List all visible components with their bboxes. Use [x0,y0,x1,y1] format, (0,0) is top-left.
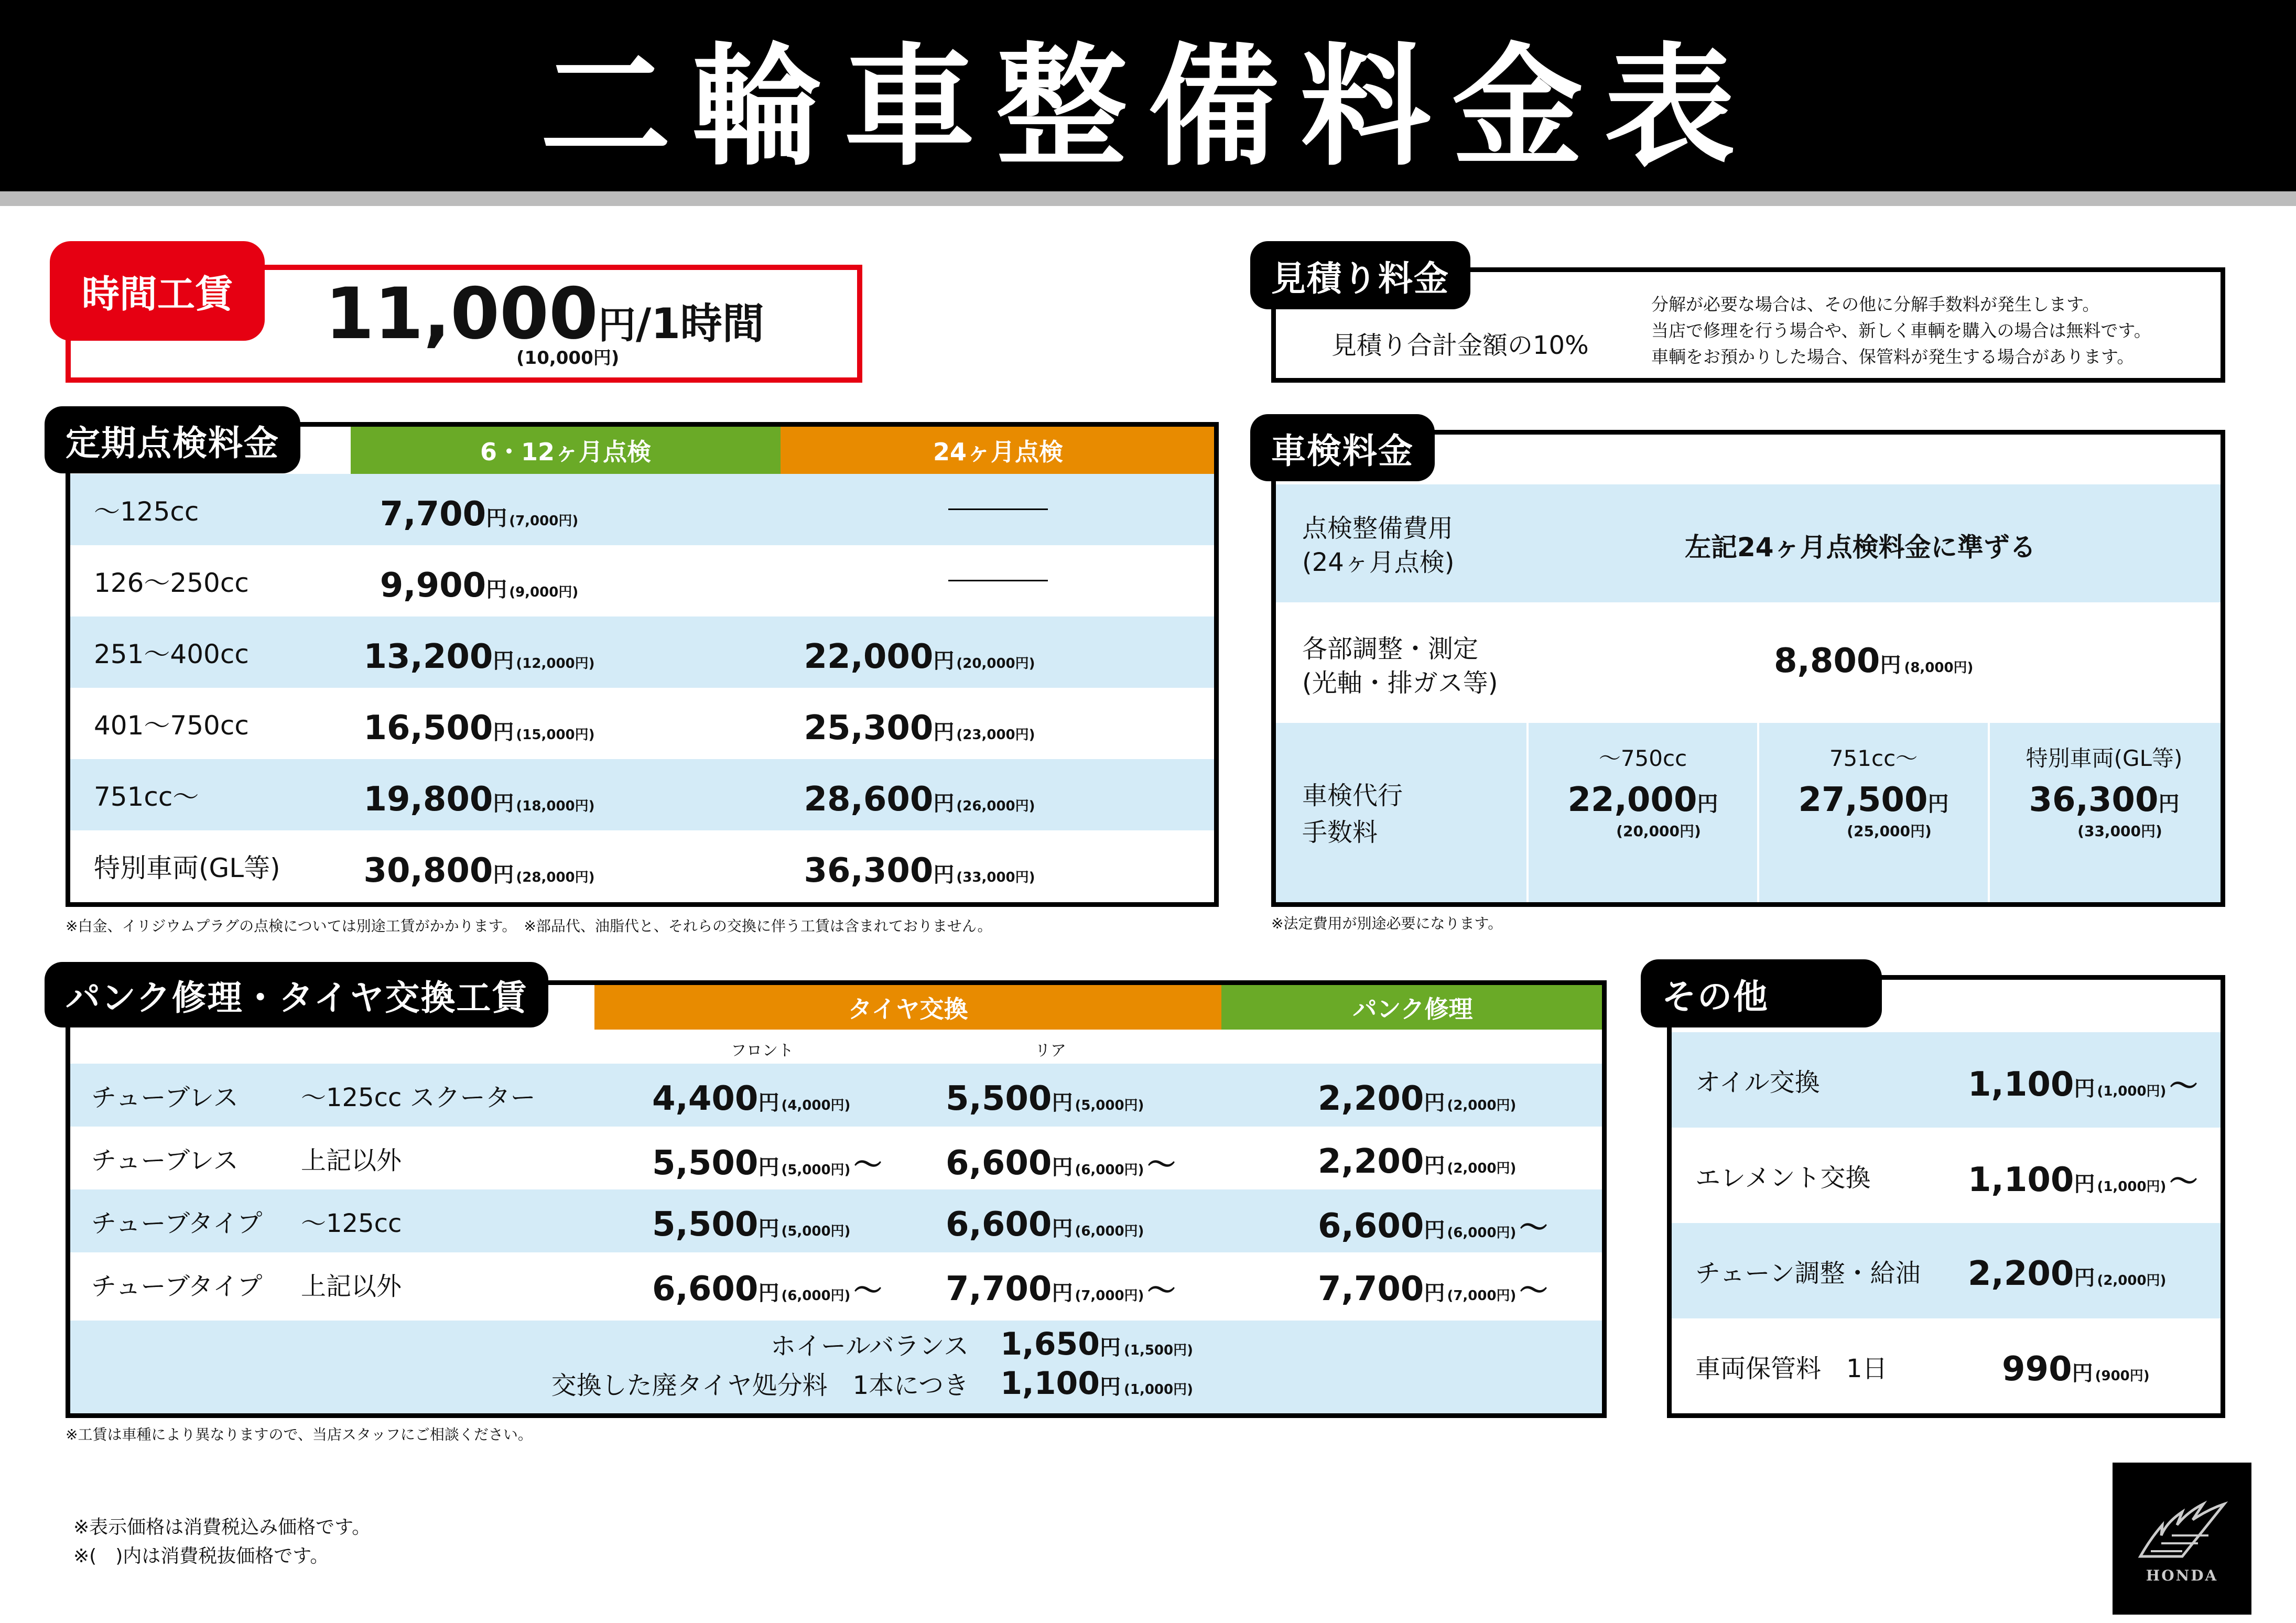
yen-unit: 円 [1424,1281,1445,1305]
other-row-name: オイル交換 [1695,1067,1820,1097]
yen-unit: 円 [758,1091,779,1115]
tire-rear-price: 7,700 [946,1270,1052,1308]
other-row-name: 車両保管料 1日 [1695,1354,1888,1383]
shaken-col-price: 27,500 [1798,781,1928,819]
periodic-6-12-price: 7,700 [380,495,486,534]
other-price: 1,100 [1968,1065,2074,1104]
puncture-price: 7,700 [1318,1270,1424,1308]
tire-front-price: 5,500 [652,1144,759,1183]
balance-price: 1,650 [1000,1326,1100,1362]
tire-rear-tax: (6,000円) [1075,1162,1144,1178]
tire-note: ※工賃は車種により異なりますので、当店スタッフにご相談ください。 [66,1426,533,1443]
yen-unit: 円 [758,1155,779,1180]
puncture-tax: (2,000円) [1447,1098,1517,1113]
tire-row-type: チューブレス [91,1083,239,1112]
yen-unit: 円 [2072,1361,2093,1386]
shaken-col-head: 751cc〜 [1829,745,1918,771]
shaken-col-price-line [1759,781,1988,819]
periodic-row-name: 751cc〜 [94,782,199,812]
shaken-col-tax: (33,000円) [2077,823,2162,840]
tire-front-price: 5,500 [652,1205,759,1244]
yen-unit: 円 [2074,1172,2095,1196]
tire-rear-tax: (5,000円) [1075,1098,1144,1113]
tire-front-price: 4,400 [652,1079,759,1118]
tire-row-rear [946,1127,1175,1189]
periodic-24-tax: (20,000円) [956,656,1035,672]
yen-unit: 円 [2074,1266,2095,1290]
periodic-6-12-price: 13,200 [363,637,493,676]
shaken-r2-tax: (8,000円) [1904,660,1974,676]
honda-wing-icon [2130,1494,2235,1567]
periodic-6-12-price: 19,800 [363,780,493,819]
shaken-col-price-line [1529,781,1757,819]
shaken-col-head: 特別車両(GL等) [2026,745,2183,771]
puncture-suffix: 〜 [1519,1274,1548,1307]
periodic-col2-header: 24ヶ月点検 [781,427,1216,474]
tire-rear-suffix: 〜 [1147,1274,1176,1307]
yen-unit: 円 [758,1217,779,1241]
tire-front-price: 6,600 [652,1270,759,1308]
periodic-row-p1 [332,759,626,830]
other-price: 1,100 [1968,1161,2074,1199]
yen-unit: 円 [2074,1077,2095,1101]
header-bar [0,0,2296,191]
periodic-6-12-tax: (28,000円) [516,870,595,885]
shaken-col-tax: (25,000円) [1847,823,1932,840]
other-row-name: エレメント交換 [1695,1163,1871,1193]
other-row [1672,1128,2221,1223]
honda-logo-text: HONDA [2146,1566,2218,1584]
yen-unit: 円 [1052,1281,1073,1305]
tire-col-header: タイヤ交換 [594,985,1221,1030]
periodic-24-tax: (23,000円) [956,727,1035,743]
other-tax: (2,000円) [2097,1273,2167,1289]
yen-unit: 円 [1880,653,1901,677]
periodic-24-price: 36,300 [804,851,934,890]
yen-unit: 円 [1424,1218,1445,1242]
periodic-row [70,616,1214,688]
shaken-r1-label2: (24ヶ月点検) [1302,548,1455,577]
tire-row-type: チューブタイプ [91,1208,263,1238]
other-suffix: 〜 [2169,1165,2198,1198]
tire-rear-price: 6,600 [946,1205,1052,1244]
periodic-row-p1 [332,545,626,616]
shaken-r2-price: 8,800 [1774,642,1880,680]
shaken-col-head: 〜750cc [1598,745,1687,771]
footer-note-1: ※表示価格は消費税込み価格です。 [73,1517,371,1538]
periodic-row [70,759,1214,830]
tire-rear-suffix: 〜 [1147,1148,1176,1181]
labor-price: 11,000 [325,273,598,355]
periodic-6-12-tax: (12,000円) [516,656,595,672]
shaken-box [1271,430,2225,907]
disposal-price: 1,100 [1000,1365,1100,1402]
yen-unit: 円 [1697,792,1718,816]
periodic-row-p1 [332,616,626,688]
periodic-row [70,830,1214,902]
estimate-note-3: 車輌をお預かりした場合、保管料が発生する場合があります。 [1651,347,2135,367]
other-row-price [1968,1223,2166,1318]
tire-front-tax: (5,000円) [781,1162,851,1178]
tire-rear-tax: (7,000円) [1075,1288,1144,1304]
yen-unit: 円 [1052,1091,1073,1115]
labor-per: /1時間 [635,299,764,348]
tire-front-tax: (5,000円) [781,1224,851,1239]
periodic-row-name: 401〜750cc [94,710,249,741]
tire-row [70,1127,1602,1189]
other-suffix: 〜 [2169,1069,2198,1102]
balance-line [771,1326,1193,1362]
tire-row [70,1064,1602,1127]
periodic-6-12-price: 16,500 [363,709,493,748]
yen-unit: 円 [1424,1091,1445,1115]
other-row [1672,1318,2221,1414]
tire-row-puncture [1318,1189,1547,1252]
periodic-row-p2 [773,616,1066,688]
puncture-tax: (7,000円) [1447,1288,1517,1304]
shaken-note: ※法定費用が別途必要になります。 [1271,915,1503,932]
yen-unit: 円 [1424,1154,1445,1178]
yen-unit: 円 [1099,1336,1121,1360]
shaken-label: 車検料金 [1250,414,1435,481]
other-tax: (1,000円) [2097,1179,2167,1195]
tire-label: パンク修理・タイヤ交換工賃 [45,962,548,1027]
tire-row-rear [946,1252,1175,1315]
header-gray-line [0,191,2296,206]
other-tax: (1,000円) [2097,1084,2167,1099]
disposal-label: 交換した廃タイヤ処分料 1本につき [551,1371,969,1400]
shaken-r2-price-line [1774,642,1973,680]
other-row-name: チェーン調整・給油 [1695,1258,1921,1288]
page-title: 二輪車整備料金表 [540,30,1756,183]
tire-row-cc: 上記以外 [301,1271,402,1301]
puncture-price: 2,200 [1318,1079,1424,1118]
periodic-row-name: 特別車両(GL等) [94,853,280,883]
tire-row [70,1252,1602,1315]
other-price: 990 [2002,1350,2072,1389]
periodic-24-price: 22,000 [804,637,934,676]
periodic-6-12-tax: (15,000円) [516,727,595,743]
puncture-price: 2,200 [1318,1142,1424,1181]
periodic-row-name: 126〜250cc [94,568,249,598]
periodic-6-12-tax: (7,000円) [509,513,579,529]
periodic-label: 定期点検料金 [45,406,300,473]
shaken-r3-label2: 手数料 [1302,818,1378,847]
shaken-col-tax: (20,000円) [1616,823,1701,840]
labor-tax: (10,000円) [516,348,620,369]
periodic-row-p1 [332,688,626,759]
tire-box [66,980,1607,1418]
estimate-note-1: 分解が必要な場合は、その他に分解手数料が発生します。 [1651,294,2100,315]
tire-front-tax: (6,000円) [781,1288,851,1304]
periodic-row-p1 [332,830,626,902]
other-row-price [1968,1128,2197,1223]
periodic-row-p1 [332,474,626,545]
other-label: その他 [1641,959,1882,1027]
yen-unit: 円 [493,720,514,744]
shaken-col-price-line [1990,781,2218,819]
shaken-r1-label1: 点検整備費用 [1302,514,1454,543]
periodic-row-dash [948,508,1048,510]
periodic-col1-header: 6・12ヶ月点検 [351,427,781,474]
periodic-row-p2 [773,830,1066,902]
estimate-value: 見積り合計金額の10% [1331,331,1589,360]
yen-unit: 円 [933,792,955,816]
tire-row [70,1189,1602,1252]
yen-unit: 円 [486,506,507,531]
tire-row-puncture [1318,1252,1547,1315]
front-subheader: フロント [731,1042,794,1060]
honda-logo [2113,1463,2251,1615]
disposal-tax: (1,000円) [1123,1382,1193,1398]
tire-front-suffix: 〜 [853,1148,882,1181]
balance-label: ホイールバランス [770,1332,969,1361]
tire-row-puncture [1318,1064,1516,1127]
yen-unit: 円 [493,863,514,887]
periodic-note: ※白金、イリジウムプラグの点検については別途工賃がかかります。 ※部品代、油脂代と、それらの交換に伴う工賃は含まれておりません。 [66,917,992,935]
periodic-row-p2 [773,688,1066,759]
tire-row-front [652,1064,850,1127]
shaken-r2-label1: 各部調整・測定 [1302,634,1479,664]
disposal-line [551,1365,1193,1402]
other-row-price [2002,1318,2150,1414]
puncture-suffix: 〜 [1519,1211,1548,1244]
tire-row-rear [946,1064,1144,1127]
periodic-row [70,688,1214,759]
periodic-24-price: 28,600 [804,780,934,819]
yen-unit: 円 [1099,1375,1121,1399]
labor-label: 時間工賃 [50,241,265,341]
tire-row-cc: 〜125cc スクーター [301,1083,536,1112]
yen-unit: 円 [493,792,514,816]
periodic-24-tax: (33,000円) [956,870,1035,885]
yen-unit: 円 [1052,1155,1073,1180]
other-tax: (900円) [2095,1368,2150,1384]
tire-front-suffix: 〜 [853,1274,882,1307]
labor-yen: 円 [598,303,636,347]
other-row [1672,1032,2221,1128]
periodic-box [66,422,1219,907]
tire-row-front [652,1252,882,1315]
tire-rear-tax: (6,000円) [1075,1224,1144,1239]
shaken-r3-label1: 車検代行 [1302,781,1403,810]
periodic-row-p2 [773,759,1066,830]
footer-note-2: ※( )内は消費税抜価格です。 [73,1545,329,1567]
tire-row-front [652,1189,850,1252]
labor-price-line [325,273,764,355]
periodic-row-dash [948,580,1048,581]
tire-row-type: チューブタイプ [91,1271,263,1301]
periodic-6-12-tax: (18,000円) [516,798,595,814]
other-row [1672,1223,2221,1318]
periodic-24-price: 25,300 [804,709,934,748]
tire-front-tax: (4,000円) [781,1098,851,1113]
periodic-24-tax: (26,000円) [956,798,1035,814]
yen-unit: 円 [493,649,514,673]
tire-row-puncture [1318,1127,1516,1189]
balance-tax: (1,500円) [1123,1343,1193,1358]
other-price: 2,200 [1968,1254,2074,1293]
tire-rear-price: 6,600 [946,1144,1052,1183]
yen-unit: 円 [933,720,955,744]
rear-subheader: リア [1035,1042,1066,1060]
tire-row-rear [946,1189,1144,1252]
estimate-label: 見積り料金 [1250,241,1470,309]
yen-unit: 円 [2158,792,2180,816]
periodic-row [70,474,1214,545]
puncture-tax: (6,000円) [1447,1225,1517,1241]
shaken-r2-label2: (光軸・排ガス等) [1302,668,1498,698]
periodic-6-12-tax: (9,000円) [509,585,579,600]
periodic-row-name: 〜125cc [94,496,199,527]
shaken-col-price: 36,300 [2029,781,2159,819]
shaken-col-price: 22,000 [1567,781,1697,819]
periodic-row [70,545,1214,616]
estimate-note-2: 当店で修理を行う場合や、新しく車輌を購入の場合は無料です。 [1651,320,2151,341]
yen-unit: 円 [486,578,507,602]
puncture-col-header: パンク修理 [1221,985,1604,1030]
yen-unit: 円 [933,863,955,887]
periodic-row-name: 251〜400cc [94,639,249,669]
shaken-r1-value: 左記24ヶ月点検料金に準ずる [1685,532,2036,562]
other-row-price [1968,1032,2197,1128]
other-box [1667,975,2225,1418]
tire-row-cc: 〜125cc [301,1208,402,1238]
periodic-6-12-price: 30,800 [363,851,493,890]
yen-unit: 円 [933,649,955,673]
puncture-tax: (2,000円) [1447,1161,1517,1176]
tire-row-cc: 上記以外 [301,1145,402,1175]
tire-row-type: チューブレス [91,1145,239,1175]
periodic-6-12-price: 9,900 [380,566,486,605]
yen-unit: 円 [758,1281,779,1305]
puncture-price: 6,600 [1318,1207,1424,1246]
tire-row-front [652,1127,882,1189]
yen-unit: 円 [1927,792,1949,816]
yen-unit: 円 [1052,1217,1073,1241]
tire-rear-price: 5,500 [946,1079,1052,1118]
